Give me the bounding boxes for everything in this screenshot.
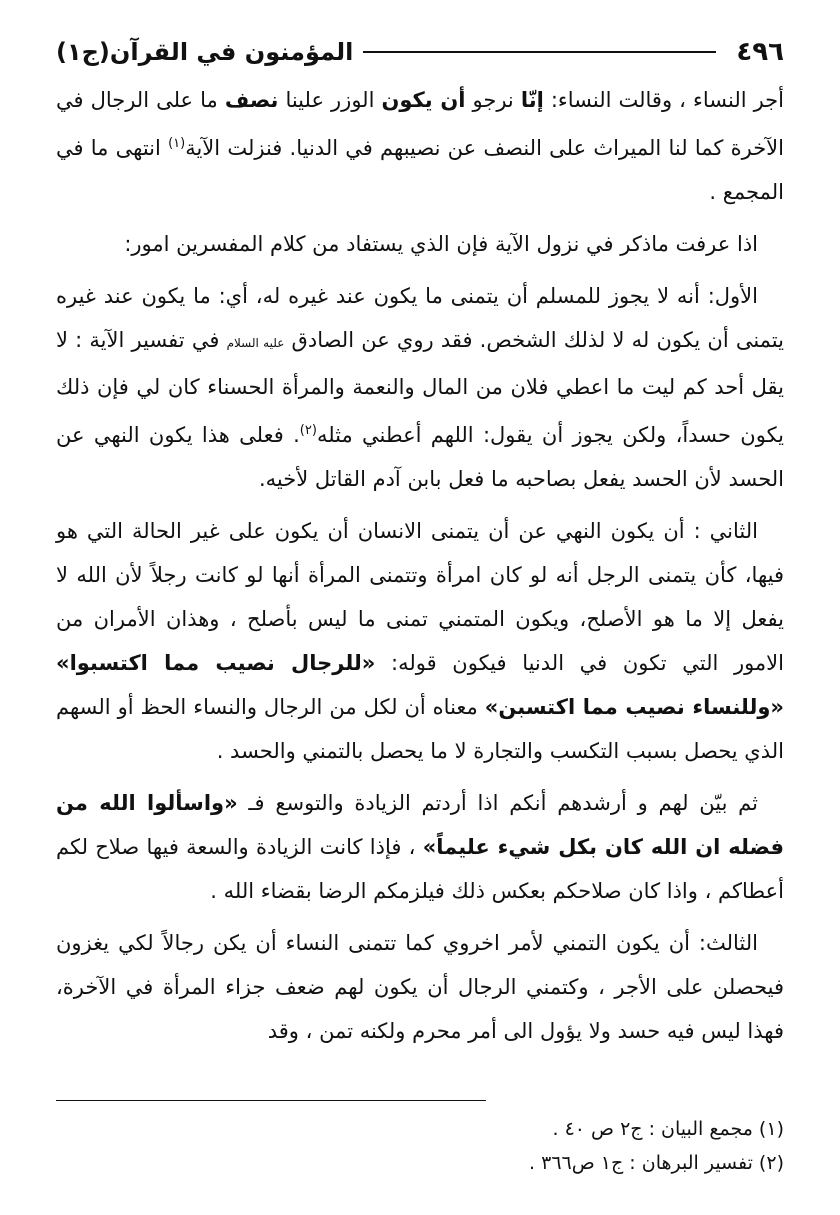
bold-text-segment: أن يكون	[381, 88, 466, 112]
text-segment: الوزر علينا	[278, 88, 382, 112]
running-title: المؤمنون في القرآن(ج١)	[56, 38, 354, 66]
footnote-divider	[56, 1100, 486, 1101]
text-segment: اذا عرفت ماذكر في نزول الآية فإن الذي يستفاد من كلام المفسرين امور:	[124, 232, 758, 256]
footnote-1: (١) مجمع البيان : ج٢ ص ٤٠ .	[552, 1118, 784, 1140]
page-header	[56, 30, 784, 74]
bold-text-segment: نصف	[224, 88, 279, 112]
text-segment: انتهى ما في المجمع .	[56, 136, 784, 204]
text-segment: في تفسير الآية : لا يقل أحد كم ليت ما اعطي فلان من المال والنعمة والمرأة الحسناء كان لي فإن ذلك يكون حسداً، ولكن يجوز أن يقول: اللهم أعطني مثله	[56, 328, 785, 447]
paragraph	[56, 274, 784, 501]
text-segment: عليه السلام	[226, 336, 285, 350]
paragraph	[56, 78, 784, 214]
footnote-2: (٢) تفسير البرهان : ج١ ص٣٦٦ .	[529, 1152, 784, 1174]
text-segment: ما على الرجال في الآخرة كما لنا الميراث على النصف عن نصيبهم في الدنيا. فنزلت الآية	[56, 88, 784, 160]
footnotes	[56, 1112, 784, 1180]
bold-text-segment: «واسألوا الله من فضله ان الله كان بكل شيء عليماً»	[56, 791, 784, 859]
bold-text-segment: إنّا	[520, 88, 544, 112]
paragraph	[56, 222, 784, 266]
text-segment: ثم بيّن لهم و أرشدهم أنكم اذا أردتم الزيادة والتوسع فـ	[237, 791, 758, 815]
text-segment: . فعلى هذا يكون النهي عن الحسد لأن الحسد يفعل بصاحبه ما فعل بابن آدم القاتل لأخيه.	[56, 423, 784, 491]
page-number: ٤٩٦	[736, 37, 784, 67]
text-segment: نرجو	[465, 88, 521, 112]
bold-text-segment: «للرجال نصيب مما اكتسبوا» «وللنساء نصيب مما اكتسبن»	[56, 651, 784, 719]
paragraph	[56, 781, 784, 913]
paragraph	[56, 509, 784, 773]
text-segment: الثالث: أن يكون التمني لأمر اخروي كما تتمنى النساء أن يكن رجالاً لكي يغزون فيحصلن على الأجر ، وكتمني الرجال أن يكون لهم ضعف جزاء المرأة في الآخرة، فهذا ليس فيه حسد ولا يؤول الى أمر محرم ولكنه تمن ، وقد	[56, 931, 784, 1043]
text-segment: أجر النساء ، وقالت النساء:	[543, 88, 784, 112]
text-segment: الثاني : أن يكون النهي عن أن يتمنى الانسان أن يكون على غير الحالة التي هو فيها، كأن يتمنى الرجل أنه لو كان امرأة وتتمنى المرأة أنها لو كانت رجلاً لأن الله لا يفعل إلا ما هو الأصلح، ويكون المتمني تمنى ما ليس بأصلح ، وهذان الأمران من الامور التي تكون في الدنيا فيكون قوله:	[56, 519, 784, 675]
text-segment: معناه أن لكل من الرجال والنساء الحظ أو السهم الذي يحصل بسبب التكسب والتجارة لا ما يحصل بالتمني والحسد .	[56, 695, 784, 763]
footnote-marker: (٢)	[299, 423, 317, 438]
footnote-marker: (١)	[168, 136, 186, 151]
paragraph	[56, 921, 784, 1053]
document-page	[56, 30, 784, 1195]
text-segment: الأول: أنه لا يجوز للمسلم أن يتمنى ما يكون عند غيره له، أي: ما يكون عند غيره يتمنى أن يكون له لا لذلك الشخص. فقد روي عن الصادق	[56, 284, 784, 352]
text-segment: ، فإذا كانت الزيادة والسعة فيها صلاح لكم أعطاكم ، واذا كان صلاحكم بعكس ذلك فيلزمكم الرضا بقضاء الله .	[56, 835, 784, 903]
body-text	[56, 78, 784, 1053]
header-divider	[363, 51, 716, 53]
